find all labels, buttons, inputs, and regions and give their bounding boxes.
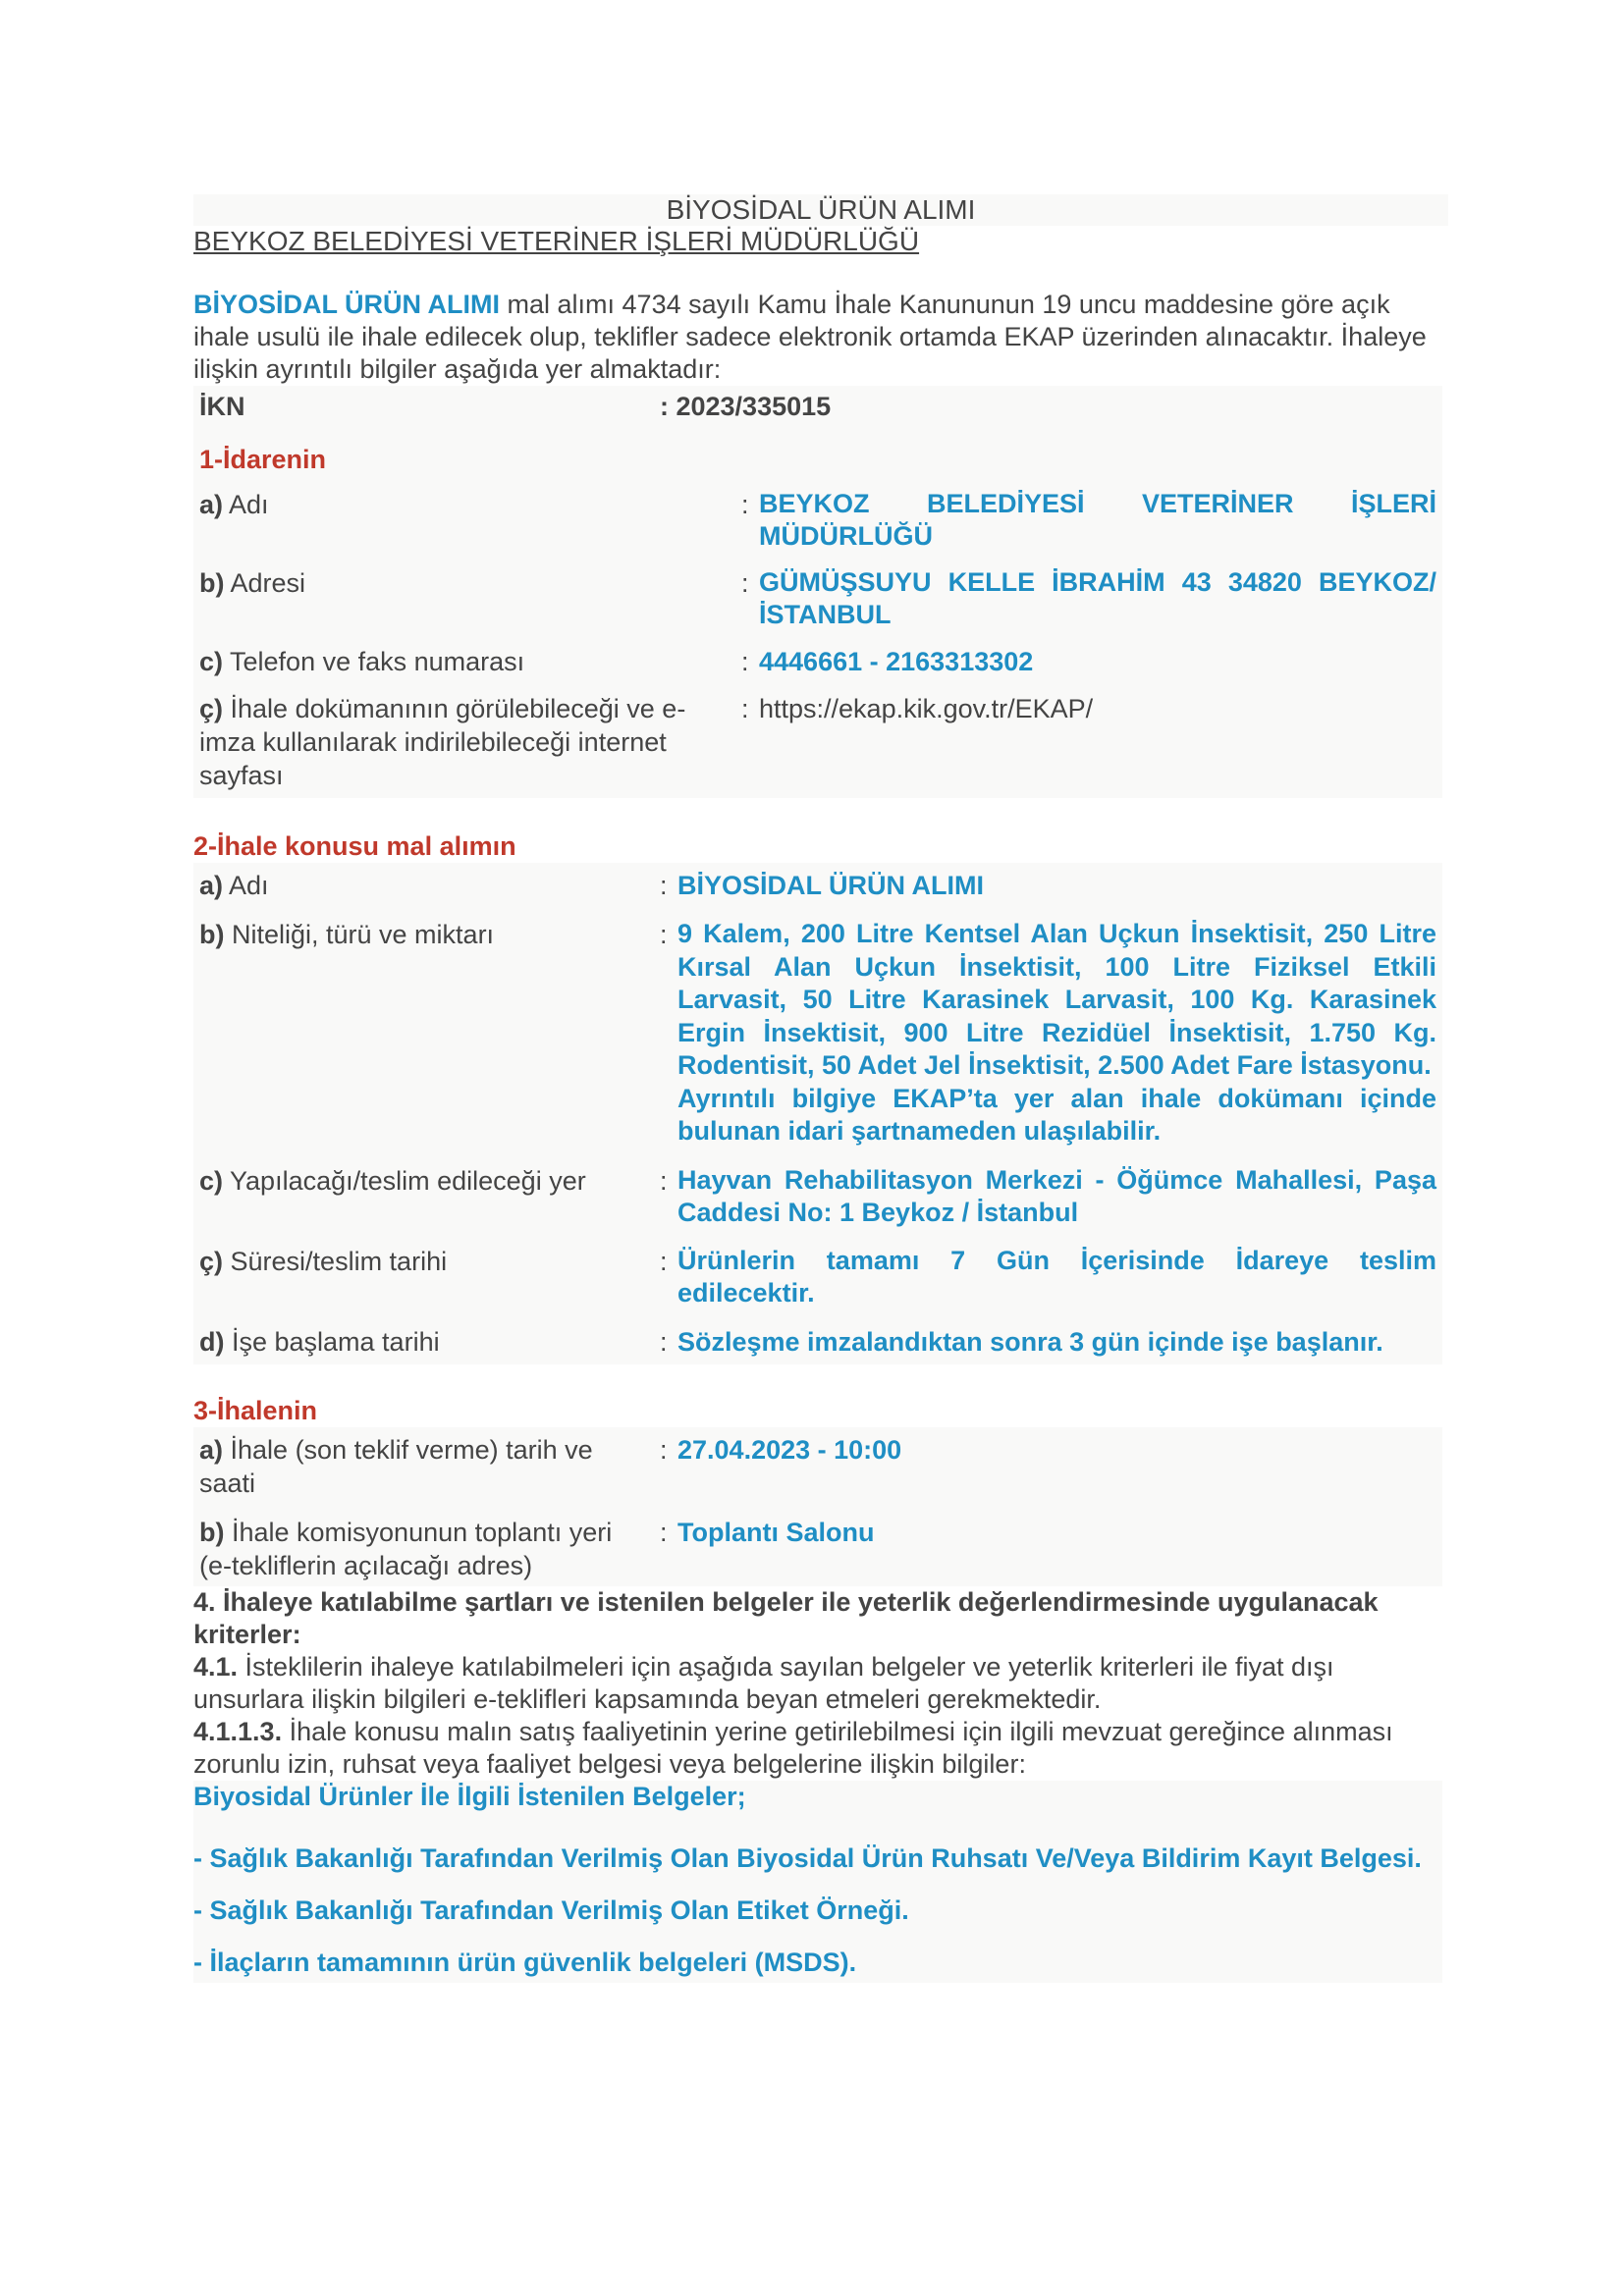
section4-heading: 4. İhaleye katılabilme şartları ve istenilen belgeler ile yeterlik değerlendirmesinde uygulanacak kriterler:	[193, 1586, 1379, 1649]
document-page	[193, 194, 1448, 1983]
ikn-value: : 2023/335015	[660, 392, 832, 421]
subject-quantity-label: b) Niteliği, türü ve miktarı	[199, 920, 495, 949]
subject-location-row: c) Yapılacağı/teslim edileceği yer : Hayvan Rehabilitasyon Merkezi - Öğümce Mahallesi, Paşa Caddesi No: 1 Beykoz / İstanbul	[193, 1164, 1442, 1229]
admin-name-label: a) Adı	[199, 490, 269, 519]
tender-date-value: 27.04.2023 - 10:00	[677, 1434, 902, 1465]
ikn-label: İKN	[199, 392, 245, 421]
section3-title: 3-İhalenin	[193, 1395, 318, 1425]
intro-paragraph	[193, 289, 1448, 386]
tender-place-value: Toplantı Salonu	[677, 1517, 875, 1547]
subject-name-row: a) Adı : BİYOSİDAL ÜRÜN ALIMI	[193, 869, 1442, 902]
admin-website-row: ç) İhale dokümanının görülebileceği ve e-imza kullanılarak indirilebileceği internet sayfası : https://ekap.kik.gov.tr/EKAP/	[193, 692, 1442, 792]
tender-place-label: b) İhale komisyonunun toplantı yeri (e-tekliflerin açılacağı adres)	[199, 1517, 613, 1580]
subject-name-value: BİYOSİDAL ÜRÜN ALIMI	[677, 871, 985, 900]
subject-name-label: a) Adı	[199, 871, 269, 900]
admin-address-row: b) Adresi : GÜMÜŞSUYU KELLE İBRAHİM 43 34820 BEYKOZ/İSTANBUL	[193, 566, 1442, 631]
admin-phone-value: 4446661 - 2163313302	[759, 647, 1034, 676]
tender-block	[193, 1427, 1442, 1586]
admin-website-label: ç) İhale dokümanının görülebileceği ve e-imza kullanılarak indirilebileceği internet sayfası	[199, 694, 686, 790]
institution-heading: BEYKOZ BELEDİYESİ VETERİNER İŞLERİ MÜDÜRLÜĞÜ	[193, 226, 920, 256]
section2-title: 2-İhale konusu mal alımın	[193, 831, 516, 861]
section4-paragraph-2: 4.1.1.3. İhale konusu malın satış faaliyetinin yerine getirilebilmesi için ilgili mevzuat gereğince alınması zorunlu izin, ruhsat veya faaliyet belgesi veya belgelerine ilişkin bilgiler:	[193, 1716, 1393, 1779]
section4	[193, 1586, 1448, 1781]
intro-lead: BİYOSİDAL ÜRÜN ALIMI	[193, 290, 501, 319]
section1-title: 1-İdarenin	[199, 445, 327, 474]
ikn-row	[193, 386, 1442, 443]
admin-name-value: BEYKOZ BELEDİYESİ VETERİNER İŞLERİ MÜDÜRLÜĞÜ	[759, 489, 1436, 551]
admin-phone-row: c) Telefon ve faks numarası : 4446661 - 2163313302	[193, 645, 1442, 678]
tender-date-label: a) İhale (son teklif verme) tarih ve saati	[199, 1434, 593, 1498]
documents-title: Biyosidal Ürünler İle İlgili İstenilen Belgeler;	[193, 1781, 746, 1811]
procurement-subject-block	[193, 863, 1442, 1364]
subject-location-value: Hayvan Rehabilitasyon Merkezi - Öğümce Mahallesi, Paşa Caddesi No: 1 Beykoz / İstanbul	[677, 1164, 1436, 1227]
subject-duration-row: ç) Süresi/teslim tarihi : Ürünlerin tamamı 7 Gün İçerisinde İdareye teslim edilecektir.	[193, 1245, 1442, 1309]
tender-date-row: a) İhale (son teklif verme) tarih ve saati : 27.04.2023 - 10:00	[193, 1433, 1442, 1500]
subject-duration-value: Ürünlerin tamamı 7 Gün İçerisinde İdareye teslim edilecektir.	[677, 1245, 1436, 1308]
ikn-and-administration-block	[193, 386, 1442, 798]
subject-quantity-value: 9 Kalem, 200 Litre Kentsel Alan Uçkun İnsektisit, 250 Litre Kırsal Alan Uçkun İnsektisit, 100 Litre Fiziksel Etkili Larvasit, 50 Litre Karasinek Larvasit, 100 Kg. Karasinek Ergin İnsektisit, 900 Litre Rezidüel İnsektisit, 1.750 Kg. Rodentisit, 50 Adet Jel İnsektisit, 2.500 Adet Fare İstasyonu. Ayrıntılı bilgiye EKAP’ta yer alan ihale dokümanı içinde bulunan idari şartnameden ulaşılabilir.	[677, 919, 1436, 1146]
document-item: - Sağlık Bakanlığı Tarafından Verilmiş Olan Etiket Örneği.	[193, 1895, 909, 1925]
subject-quantity-row: b) Niteliği, türü ve miktarı : 9 Kalem, 200 Litre Kentsel Alan Uçkun İnsektisit, 250 Litre Kırsal Alan Uçkun İnsektisit, 100 Litre Fiziksel Etkili Larvasit, 50 Litre Karasinek Larvasit, 100 Kg. Karasinek Ergin İnsektisit, 900 Litre Rezidüel İnsektisit, 1.750 Kg. Rodentisit, 50 Adet Jel İnsektisit, 2.500 Adet Fare İstasyonu. Ayrıntılı bilgiye EKAP’ta yer alan ihale dokümanı içinde bulunan idari şartnameden ulaşılabilir.	[193, 918, 1442, 1148]
admin-phone-label: c) Telefon ve faks numarası	[199, 647, 525, 676]
admin-address-value: GÜMÜŞSUYU KELLE İBRAHİM 43 34820 BEYKOZ/İSTANBUL	[759, 567, 1436, 629]
subject-start-value: Sözleşme imzalandıktan sonra 3 gün içinde işe başlanır.	[677, 1326, 1383, 1357]
tender-place-row: b) İhale komisyonunun toplantı yeri (e-tekliflerin açılacağı adres) : Toplantı Salonu	[193, 1516, 1442, 1582]
subject-duration-label: ç) Süresi/teslim tarihi	[199, 1246, 448, 1276]
document-item: - Sağlık Bakanlığı Tarafından Verilmiş Olan Biyosidal Ürün Ruhsatı Ve/Veya Bildirim Kayıt Belgesi.	[193, 1842, 1422, 1873]
subject-start-row: d) İşe başlama tarihi : Sözleşme imzalandıktan sonra 3 gün içinde işe başlanır.	[193, 1325, 1442, 1359]
subject-location-label: c) Yapılacağı/teslim edileceği yer	[199, 1165, 586, 1196]
required-documents-block	[193, 1781, 1442, 1983]
intro-text: mal alımı 4734 sayılı Kamu İhale Kanununun 19 uncu maddesine göre açık ihale usulü ile ihale edilecek olup, teklifler sadece elektronik ortamda EKAP üzerinden alınacaktır. İhaleye ilişkin ayrıntılı bilgiler aşağıda yer almaktadır:	[193, 290, 1427, 384]
document-item: - İlaçların tamamının ürün güvenlik belgeleri (MSDS).	[193, 1947, 857, 1977]
section4-paragraph-1: 4.1. İsteklilerin ihaleye katılabilmeleri için aşağıda sayılan belgeler ve yeterlik kriterleri ile fiyat dışı unsurlara ilişkin bilgileri e-teklifleri kapsamında beyan etmeleri gerekmektedir.	[193, 1651, 1334, 1714]
admin-address-label: b) Adresi	[199, 568, 306, 598]
subject-start-label: d) İşe başlama tarihi	[199, 1326, 440, 1357]
admin-name-row: a) Adı : BEYKOZ BELEDİYESİ VETERİNER İŞLERİ MÜDÜRLÜĞÜ	[193, 488, 1442, 553]
admin-website-link[interactable]: https://ekap.kik.gov.tr/EKAP/	[759, 694, 1094, 723]
document-title: BİYOSİDAL ÜRÜN ALIMI	[193, 194, 1448, 226]
